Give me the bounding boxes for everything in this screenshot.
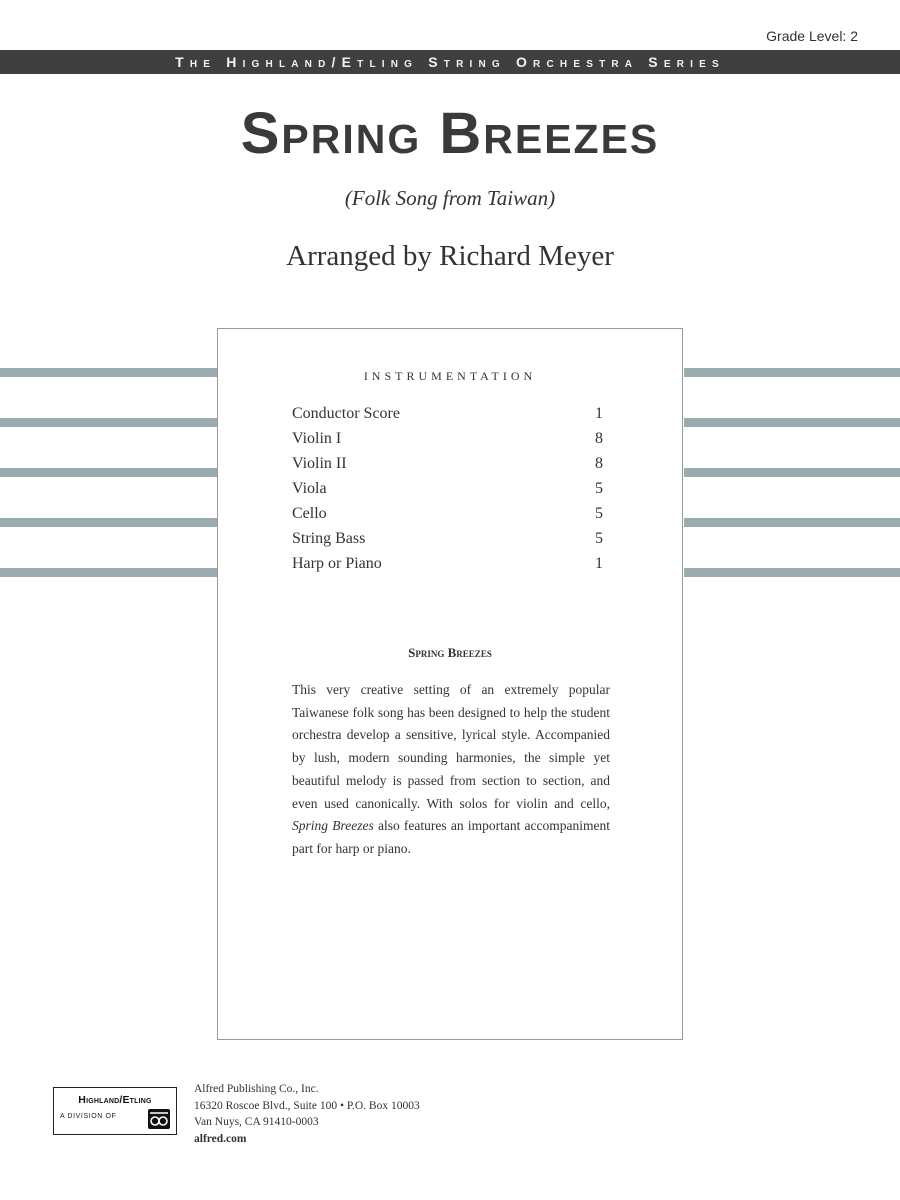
arranger-credit: Arranged by Richard Meyer	[286, 240, 614, 272]
instrument-name: Conductor Score	[292, 405, 400, 422]
subtitle: (Folk Song from Taiwan)	[344, 186, 556, 210]
staff-line-left-1	[0, 368, 217, 377]
description-italic-title: Spring Breezes	[292, 818, 374, 834]
instrument-row	[292, 526, 606, 551]
instrument-quantity: 5	[595, 480, 603, 497]
publisher-info	[194, 1081, 420, 1147]
page-title: Spring Breezes	[240, 101, 660, 166]
alfred-logo-icon	[148, 1109, 170, 1129]
instrument-name: Cello	[292, 505, 327, 522]
logo-division-text: A DIVISION OF	[60, 1113, 117, 1120]
instrument-name: Violin I	[292, 430, 342, 447]
publisher-website-link[interactable]: alfred.com	[194, 1132, 247, 1145]
publisher-address-line-2: Van Nuys, CA 91410-0003	[194, 1116, 319, 1128]
description-text-part: This very creative setting of an extremely popular Taiwanese folk song has been designed to help the student orchestra develop a sensitive, lyrical style. Accompanied by lush, modern sounding harmonies, the simple yet beautiful melody is passed from section to section, and even used canonically. With solos for violin and cello,	[292, 682, 610, 811]
description-heading: Spring Breezes	[408, 645, 492, 660]
publisher-name: Alfred Publishing Co., Inc.	[194, 1083, 319, 1095]
highland-etling-logo	[53, 1087, 177, 1135]
staff-line-right-4	[684, 518, 900, 527]
instrument-row	[292, 451, 606, 476]
instrument-name: Violin II	[292, 455, 347, 472]
instrument-quantity: 1	[595, 405, 603, 422]
instrument-row	[292, 426, 606, 451]
publisher-address-line-1: 16320 Roscoe Blvd., Suite 100 • P.O. Box 10003	[194, 1099, 420, 1112]
instrument-quantity: 1	[595, 555, 603, 572]
logo-brand-text: Highland/Etling	[78, 1094, 152, 1106]
instrument-quantity: 8	[595, 430, 603, 447]
instrument-quantity: 8	[595, 455, 603, 472]
instrumentation-list	[292, 401, 606, 576]
staff-line-left-2	[0, 418, 217, 427]
instrument-quantity: 5	[595, 530, 603, 547]
instrumentation-panel	[217, 328, 683, 1040]
series-banner	[0, 50, 900, 74]
instrument-name: Harp or Piano	[292, 555, 382, 572]
staff-line-right-2	[684, 418, 900, 427]
staff-line-left-4	[0, 518, 217, 527]
staff-line-right-5	[684, 568, 900, 577]
staff-line-left-3	[0, 468, 217, 477]
grade-level: Grade Level: 2	[766, 28, 858, 44]
instrument-row	[292, 501, 606, 526]
instrument-quantity: 5	[595, 505, 603, 522]
staff-line-left-5	[0, 568, 217, 577]
series-title: The Highland/Etling String Orchestra Series	[175, 54, 725, 70]
staff-line-right-3	[684, 468, 900, 477]
instrumentation-heading: INSTRUMENTATION	[363, 369, 537, 383]
staff-line-right-1	[684, 368, 900, 377]
instrument-name: Viola	[292, 480, 327, 497]
description-text	[292, 679, 610, 861]
description-text-part: also features an important accompaniment part for harp or piano.	[292, 818, 611, 856]
instrument-row	[292, 401, 606, 426]
instrument-row	[292, 476, 606, 501]
instrument-row	[292, 551, 606, 576]
instrument-name: String Bass	[292, 530, 366, 547]
